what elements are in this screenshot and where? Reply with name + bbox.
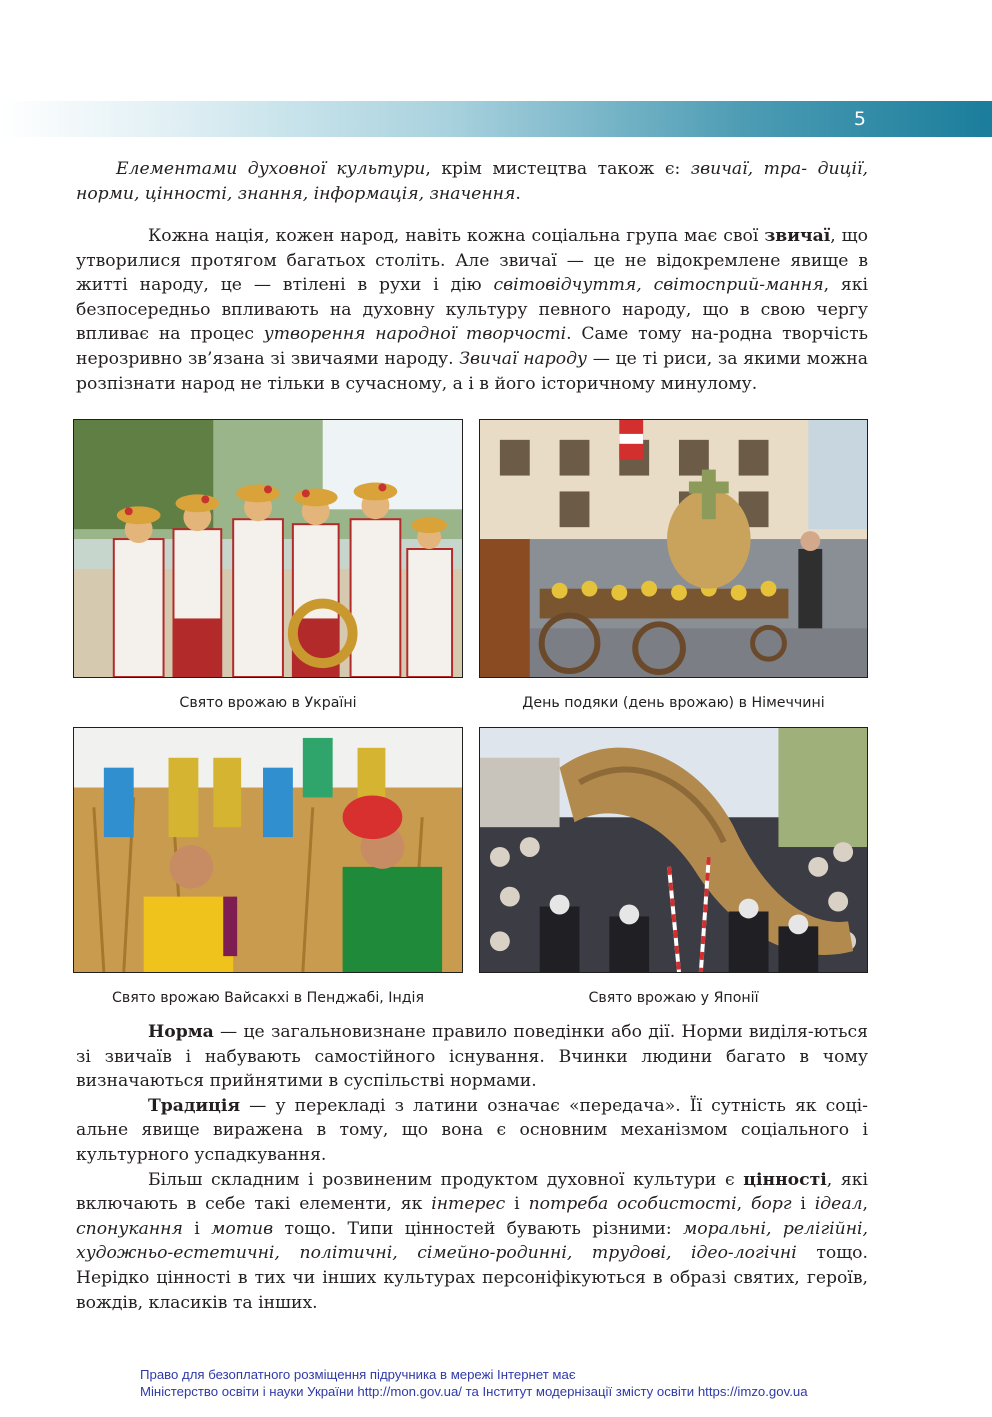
customs-text-5: — це ті риси, за якими можна розпізнати народ не тільки в сучасному, а і в його історичному минулому. xyxy=(76,348,869,394)
values-italic-3: борг xyxy=(750,1194,792,1215)
intro-elements-1: звичаї, тра- xyxy=(690,159,808,179)
caption-japan: Свято врожаю у Японії xyxy=(588,990,759,1006)
values-text-2: , які включають в себе такі елементи, як xyxy=(76,1169,868,1215)
values-text-3: і xyxy=(505,1194,529,1215)
intro-paragraph xyxy=(76,157,868,206)
photo-japan-harvest xyxy=(479,727,868,973)
values-text-1: Більш складним і розвиненим продуктом духовної культури є xyxy=(148,1169,744,1190)
values-italic-5: спонукання xyxy=(76,1218,183,1239)
footer-line-1: Право для безоплатного розміщення підручника в мережі Інтернет має xyxy=(140,1367,576,1382)
customs-italic-2: утворення народної творчості xyxy=(263,324,567,345)
caption-india: Свято врожаю Вайсакхі в Пенджабі, Індія xyxy=(111,990,425,1006)
header-band xyxy=(0,101,992,137)
tradition-paragraph xyxy=(76,1094,868,1168)
photo-germany-harvest xyxy=(479,419,868,678)
intro-end: . xyxy=(515,183,521,204)
norm-term: Норма xyxy=(148,1022,214,1042)
customs-paragraph xyxy=(76,224,868,396)
tradition-text: — у перекладі з латини означає «передача». Її сутність як соці-альне явище виражена в тому, що вона є основним механізмом соціального і культурного успадкування. xyxy=(76,1095,868,1165)
values-text-8: тощо. Типи цінностей бувають різними: xyxy=(273,1218,684,1239)
footer-rights xyxy=(140,1367,960,1400)
intro-elements-2: диції, норми, цінності, знання, інформація, значення xyxy=(76,159,868,204)
photo-ukraine-harvest xyxy=(73,419,463,678)
customs-italic-3: Звичаї народу xyxy=(459,348,588,369)
customs-text-3: , які безпосередньо впливають на духовну культуру певного народу, що в свою чергу впливає на процес xyxy=(76,275,869,345)
values-term: цінності xyxy=(743,1169,827,1190)
values-text-5: і xyxy=(791,1194,815,1215)
caption-germany: День подяки (день врожаю) в Німеччині xyxy=(522,695,825,711)
page-number: 5 xyxy=(853,108,866,130)
photo-india-vaisakhi xyxy=(73,727,463,973)
norm-paragraph xyxy=(76,1020,868,1094)
tradition-term: Традиція xyxy=(148,1095,241,1116)
definitions-block xyxy=(76,1020,868,1315)
intro-lead: Елементами духовної культури xyxy=(116,159,426,179)
values-text-9: тощо. Нерідко цінності в тих чи інших культурах персоніфікуються в образі святих, героїв, вождів, класиків та інших. xyxy=(76,1243,868,1313)
customs-italic-1: світовідчуття, світосприй-мання xyxy=(493,275,824,296)
caption-ukraine: Свято врожаю в Україні xyxy=(179,695,357,711)
values-italic-2: потреба особистості xyxy=(528,1194,737,1215)
customs-text-4: . Саме тому на-родна творчість нерозривно зв’язана зі звичаями народу. xyxy=(76,324,868,369)
norm-text: — це загальновизнане правило поведінки або дії. Норми виділя-ються зі звичаїв і набувають самостійного існування. Вчинки людини багато в чому визначаються прийнятими в суспільстві нормами. xyxy=(76,1022,868,1092)
footer-line-2: Міністерство освіти і науки України http://mon.gov.ua/ та Інститут модернізації змісту освіти https://imzo.gov.ua xyxy=(140,1383,808,1399)
values-italic-6: мотив xyxy=(211,1218,274,1239)
customs-text-2: , що утворилися протягом багатьох століть. Але звичаї — це не відокремлене явище в житті народу, це — втілені в рухи і дію xyxy=(76,226,868,296)
values-italic-7: моральні, релігійні, художньо-естетичні, політичні, сімейно-родинні, трудові, ідео-логічні xyxy=(76,1218,868,1264)
values-text-4: , xyxy=(736,1194,751,1215)
values-italic-4: ідеал xyxy=(814,1194,863,1215)
values-text-6: , xyxy=(862,1194,868,1215)
intro-after-lead: , крім мистецтва також є: xyxy=(425,159,691,179)
values-paragraph xyxy=(76,1168,868,1316)
values-text-7: і xyxy=(182,1218,212,1239)
customs-bold: звичаї xyxy=(764,226,831,246)
customs-text-1: Кожна нація, кожен народ, навіть кожна соціальна група має свої xyxy=(148,226,765,246)
values-italic-1: інтерес xyxy=(431,1194,506,1215)
